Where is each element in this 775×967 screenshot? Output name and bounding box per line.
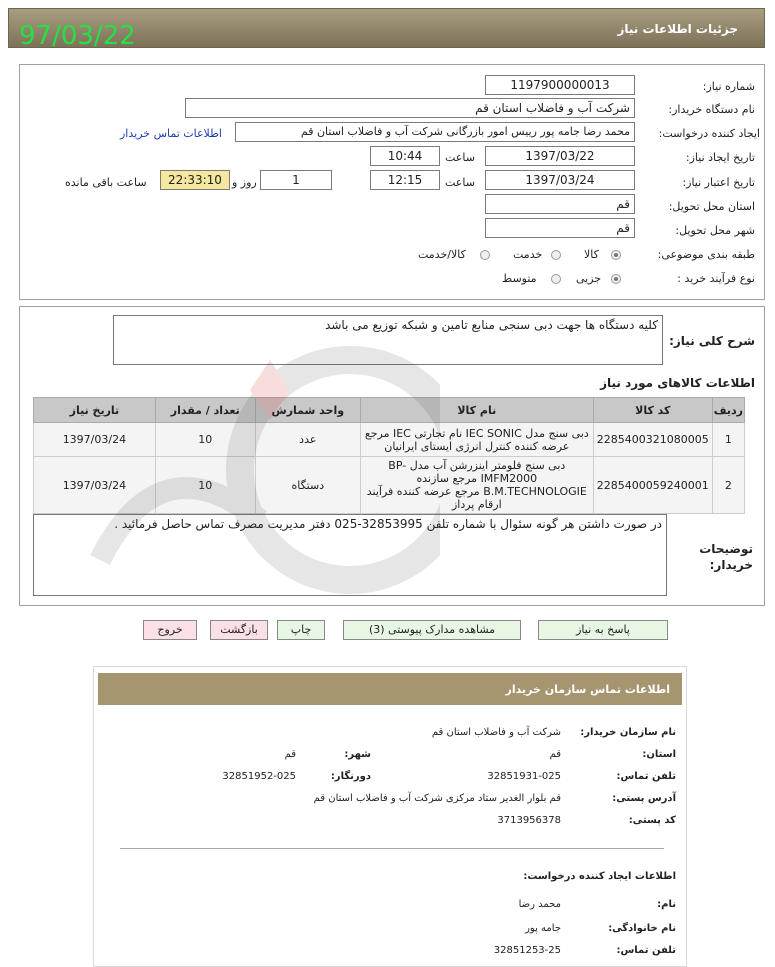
cell-code: 2285400059240001 (593, 457, 712, 514)
cell-date: 1397/03/24 (34, 423, 156, 457)
contact-province-label: استان: (642, 749, 676, 760)
city-field[interactable]: قم (485, 218, 635, 238)
cell-row: 2 (712, 457, 744, 514)
days-field[interactable]: 1 (260, 170, 332, 190)
date-stamp: 97/03/22 (19, 21, 136, 51)
contact-card-title: اطلاعات تماس سازمان خریدار (505, 683, 670, 696)
description-label: شرح کلی نیاز: (669, 334, 755, 348)
creator-name-value: محمد رضا (518, 899, 561, 910)
need-number-field[interactable]: 1197900000013 (485, 75, 635, 95)
col-qty: تعداد / مقدار (155, 398, 255, 423)
category-service-radio[interactable] (551, 250, 561, 260)
notes-text: در صورت داشتن هر گونه سئوال با شماره تلفن 32853995-025 دفتر مدیریت مصرف تماس حاصل فرمائید . (114, 517, 662, 531)
notes-textarea[interactable] (33, 514, 667, 596)
table-row (34, 457, 745, 514)
table-row (34, 423, 745, 457)
items-table (33, 397, 745, 514)
need-number-label: شماره نیاز: (702, 80, 755, 93)
exit-button[interactable]: خروج (143, 620, 197, 640)
creator-phone-value: 32851253-25 (493, 945, 561, 956)
creator-field[interactable]: محمد رضا جامه پور رییس امور بازرگانی شرکت آب و فاضلاب استان قم (235, 122, 635, 142)
category-goods-radio[interactable] (611, 250, 621, 260)
cell-unit: عدد (255, 423, 360, 457)
contact-fax-value: 32851952-025 (222, 771, 296, 782)
process-partial-label: جزیی (576, 272, 602, 285)
category-service-label: خدمت (513, 248, 543, 261)
cell-unit: دستگاه (255, 457, 360, 514)
col-name: نام کالا (360, 398, 593, 423)
process-partial-radio[interactable] (611, 274, 621, 284)
creator-label: ایجاد کننده درخواست: (658, 127, 760, 140)
creator-info-title: اطلاعات ایجاد کننده درخواست: (523, 871, 676, 882)
col-row: ردیف (712, 398, 744, 423)
process-label: نوع فرآیند خرید : (677, 272, 755, 285)
back-button[interactable]: بازگشت (210, 620, 268, 640)
cell-name: دبی سنج فلومتر اینزرشن آب مدل BP-IMFM2000 مرجع سازنده B.M.TECHNOLOGIE مرجع عرضه کننده فرآیند ارقام پرداز (360, 457, 593, 514)
valid-time-label: ساعت (445, 176, 475, 189)
created-time-field[interactable]: 10:44 (370, 146, 440, 166)
category-label: طبقه بندی موضوعی: (657, 248, 755, 261)
page-title: جزئیات اطلاعات نیاز (617, 22, 738, 36)
city-label: شهر محل تحویل: (675, 224, 755, 237)
page-header (8, 8, 765, 51)
valid-date-label: تاریخ اعتبار نیاز: (682, 176, 755, 189)
contact-address-label: آدرس پستی: (612, 793, 676, 804)
cell-row: 1 (712, 423, 744, 457)
valid-time-field[interactable]: 12:15 (370, 170, 440, 190)
cell-date: 1397/03/24 (34, 457, 156, 514)
col-code: کد کالا (593, 398, 712, 423)
contact-province-value: قم (549, 749, 561, 760)
contact-card-header (98, 673, 682, 705)
contact-postal-value: 3713956378 (497, 815, 561, 826)
items-section-title: اطلاعات کالاهای مورد نیاز (600, 376, 755, 390)
contact-org-value: شرکت آب و فاضلاب استان قم (431, 727, 561, 738)
created-date-field[interactable]: 1397/03/22 (485, 146, 635, 166)
notes-label-line2: خریدار: (709, 558, 753, 572)
valid-date-field[interactable]: 1397/03/24 (485, 170, 635, 190)
buyer-org-label: نام دستگاه خریدار: (668, 103, 755, 116)
creator-name-label: نام: (657, 899, 676, 910)
buyer-org-field[interactable]: شرکت آب و فاضلاب استان قم (185, 98, 635, 118)
province-label: استان محل تحویل: (668, 200, 755, 213)
process-medium-label: متوسط (502, 272, 537, 285)
view-documents-button[interactable]: مشاهده مدارک پیوستی (3) (343, 620, 521, 640)
remaining-label: ساعت باقی مانده (65, 176, 147, 189)
cell-qty: 10 (155, 423, 255, 457)
category-both-label: کالا/خدمت (418, 248, 466, 261)
description-textarea[interactable] (113, 315, 663, 365)
col-date: تاریخ نیاز (34, 398, 156, 423)
notes-label-line1: توضیحات (699, 542, 753, 556)
province-field[interactable]: قم (485, 194, 635, 214)
contact-postal-label: کد پستی: (628, 815, 676, 826)
category-both-radio[interactable] (480, 250, 490, 260)
contact-phone-label: تلفن تماس: (616, 771, 676, 782)
col-unit: واحد شمارش (255, 398, 360, 423)
buyer-contact-link[interactable]: اطلاعات تماس خریدار (120, 127, 222, 140)
created-time-label: ساعت (445, 151, 475, 164)
cell-name: دبی سنج مدل IEC SONIC نام تجارتی IEC مرجع عرضه کننده کنترل انرژی ایستای ایرانیان (360, 423, 593, 457)
contact-org-label: نام سازمان خریدار: (580, 727, 676, 738)
contact-city-label: شهر: (344, 749, 371, 760)
category-goods-label: کالا (584, 248, 599, 261)
contact-fax-label: دورنگار: (330, 771, 371, 782)
days-label: روز و (232, 176, 257, 189)
buyer-contact-card (93, 666, 687, 967)
description-text: کلیه دستگاه ها جهت دبی سنجی منابع تامین و شبکه توزیع می باشد (325, 318, 658, 332)
remaining-time-field: 22:33:10 (160, 170, 230, 190)
cell-code: 2285400321080005 (593, 423, 712, 457)
reply-button[interactable]: پاسخ به نیاز (538, 620, 668, 640)
contact-address-value: قم بلوار الغدیر ستاد مرکزی شرکت آب و فاضلاب استان قم (313, 793, 561, 804)
creator-family-label: نام خانوادگی: (608, 923, 676, 934)
contact-city-value: قم (284, 749, 296, 760)
creator-phone-label: تلفن تماس: (616, 945, 676, 956)
print-button[interactable]: چاپ (277, 620, 325, 640)
contact-divider (120, 848, 664, 849)
created-date-label: تاریخ ایجاد نیاز: (685, 151, 755, 164)
creator-family-value: جامه پور (525, 923, 561, 934)
contact-phone-value: 32851931-025 (487, 771, 561, 782)
cell-qty: 10 (155, 457, 255, 514)
process-medium-radio[interactable] (551, 274, 561, 284)
